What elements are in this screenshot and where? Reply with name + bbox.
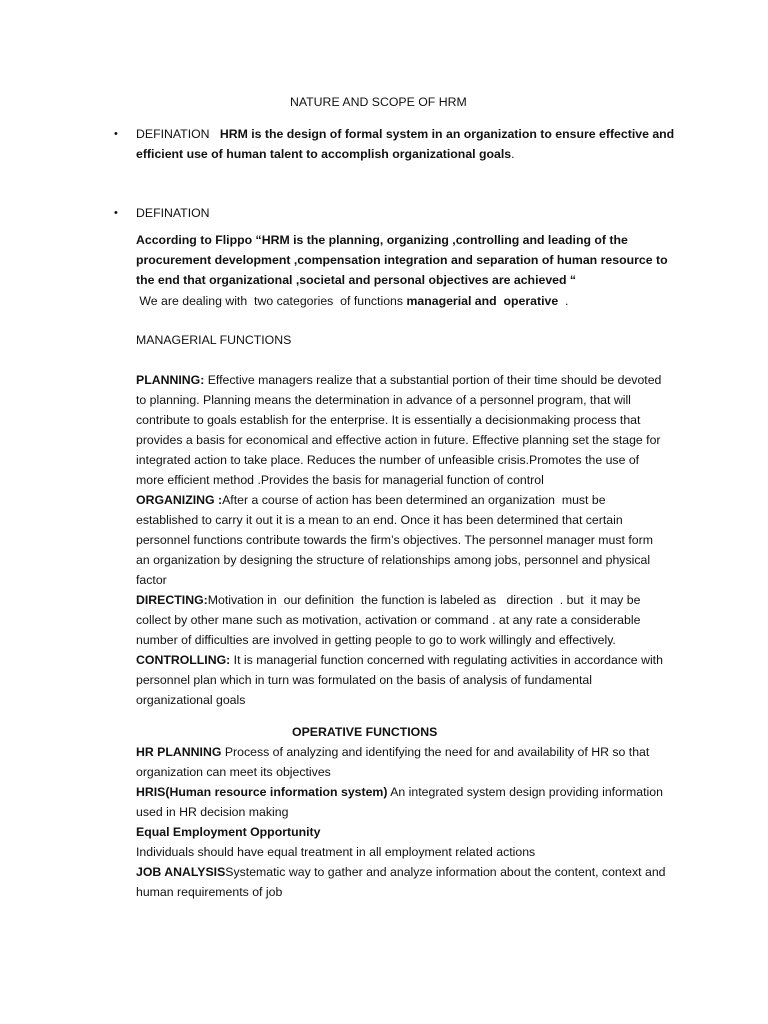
definition-1-text-1: HRM is the design of formal system in an organization to ensure effective and — [219, 127, 675, 141]
hris-line: used in HR decision making — [136, 805, 289, 819]
planning-line: contribute to goals establish for the enterprise. It is essentially a decisionmaking process that — [136, 413, 641, 427]
flippo-definition — [136, 230, 696, 290]
organizing-line: personnel functions contribute towards the firm’s objectives. The personnel manager must form — [136, 533, 653, 547]
managerial-body — [136, 370, 696, 710]
definition-2-label: DEFINATION — [136, 206, 210, 220]
planning-line: provides a basis for economical and effective action in future. Effective planning set the stage for — [136, 433, 661, 447]
hr-planning-line: organization can meet its objectives — [136, 765, 331, 779]
bullet-icon: • — [114, 128, 118, 140]
hris-line — [136, 782, 696, 802]
hr-planning-term: HR PLANNING — [136, 745, 222, 759]
page-title: NATURE AND SCOPE OF HRM — [290, 95, 467, 109]
hr-planning-text: Process of analyzing and identifying the need for and availability of HR so that — [221, 745, 650, 759]
operative-body — [136, 742, 696, 902]
job-analysis-term: JOB ANALYSIS — [136, 865, 226, 879]
controlling-line: personnel plan which in turn was formulated on the basis of analysis of fundamental — [136, 673, 592, 687]
hris-term: HRIS(Human resource information system) — [136, 785, 388, 799]
organizing-line: an organization by designing the structure of relationships among jobs, personnel and physical — [136, 553, 651, 567]
definition-1-line-2 — [136, 144, 515, 164]
planning-line: more efficient method .Provides the basis for managerial function of control — [136, 473, 544, 487]
hris-text: An integrated system design providing information — [387, 785, 663, 799]
organizing-line: established to carry it out it is a mean to an end. Once it has been determined that certain — [136, 513, 623, 527]
categories-bold: managerial and operative — [406, 294, 559, 308]
job-analysis-line — [136, 862, 696, 882]
controlling-line — [136, 650, 696, 670]
managerial-heading: MANAGERIAL FUNCTIONS — [136, 333, 292, 347]
categories-line — [136, 291, 568, 311]
organizing-line — [136, 490, 696, 510]
planning-line — [136, 370, 696, 390]
job-analysis-text: Systematic way to gather and analyze information about the content, context and — [225, 865, 666, 879]
planning-text: Effective managers realize that a substantial portion of their time should be devoted — [204, 373, 662, 387]
eeo-term: Equal Employment Opportunity — [136, 825, 321, 839]
planning-line: to planning. Planning means the determination in advance of a personnel program, that will — [136, 393, 631, 407]
categories-text: We are dealing with two categories of functions — [136, 294, 407, 308]
directing-term: DIRECTING: — [136, 593, 208, 607]
job-analysis-line: human requirements of job — [136, 885, 283, 899]
operative-heading: OPERATIVE FUNCTIONS — [292, 725, 438, 739]
controlling-line: organizational goals — [136, 693, 246, 707]
flippo-line: procurement development ,compensation integration and separation of human resource to — [136, 253, 668, 267]
directing-line — [136, 590, 696, 610]
definition-1-tail: . — [511, 147, 515, 161]
eeo-text: Individuals should have equal treatment in all employment related actions — [136, 845, 536, 859]
organizing-text: After a course of action has been determined an organization must be — [222, 493, 606, 507]
directing-line: collect by other mane such as motivation, activation or command . at any rate a considerable — [136, 613, 641, 627]
planning-line: integrated action to take place. Reduces the number of unfeasible crisis.Promotes the use of — [136, 453, 640, 467]
categories-tail: . — [558, 294, 569, 308]
directing-text: Motivation in our definition the function is labeled as direction . but it may be — [207, 593, 641, 607]
definition-1-label: DEFINATION — [136, 127, 210, 141]
definition-1-line-1 — [136, 124, 674, 144]
directing-line: number of difficulties are involved in getting people to go to work willingly and effectively. — [136, 633, 616, 647]
flippo-line: According to Flippo “HRM is the planning, organizing ,controlling and leading of the — [136, 233, 628, 247]
flippo-line: the end that organizational ,societal and personal objectives are achieved “ — [136, 273, 577, 287]
bullet-icon: • — [114, 207, 118, 219]
hr-planning-line — [136, 742, 696, 762]
controlling-text: It is managerial function concerned with regulating activities in accordance with — [230, 653, 663, 667]
organizing-line: factor — [136, 573, 167, 587]
controlling-term: CONTROLLING: — [136, 653, 231, 667]
definition-1-text-2: efficient use of human talent to accomplish organizational goals — [136, 147, 512, 161]
planning-term: PLANNING: — [136, 373, 205, 387]
organizing-term: ORGANIZING : — [136, 493, 223, 507]
